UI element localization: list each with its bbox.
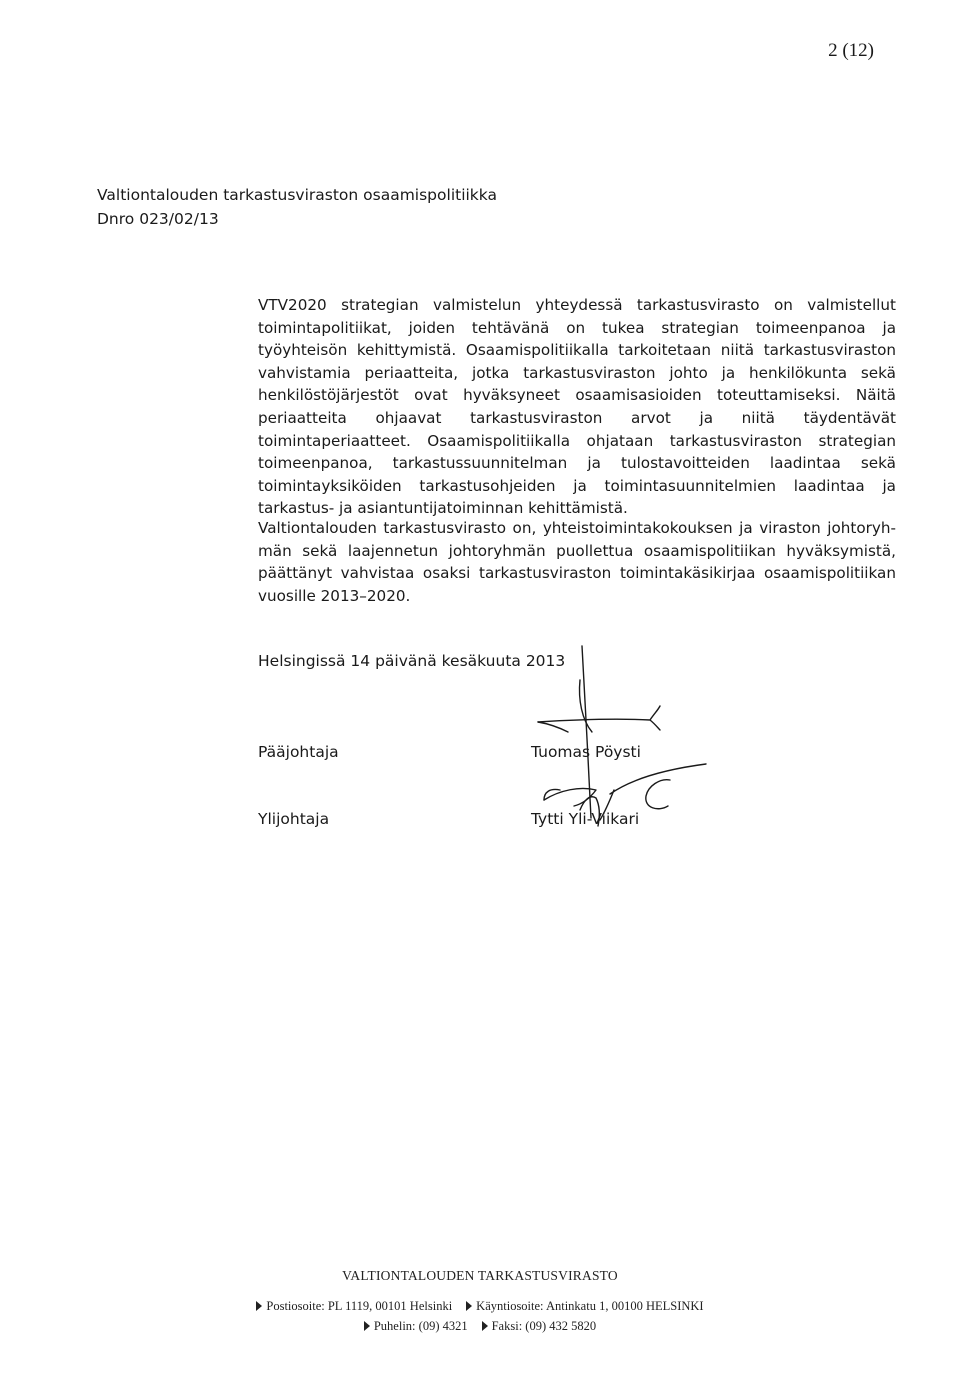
signatory-row [258, 810, 639, 828]
footer-visiting: Käyntiosoite: Antinkatu 1, 00100 HELSINKI [476, 1299, 704, 1313]
document-title: Valtiontalouden tarkastusviraston osaamispolitiikka [97, 186, 497, 204]
footer-contact-line [0, 1319, 960, 1334]
bullet-arrow-icon [466, 1301, 472, 1311]
signatory-role: Ylijohtaja [258, 810, 330, 828]
bullet-arrow-icon [256, 1301, 262, 1311]
footer-postal: Postiosoite: PL 1119, 00101 Helsinki [266, 1299, 453, 1313]
signatory-role: Pääjohtaja [258, 743, 339, 761]
place-and-date: Helsingissä 14 päivänä kesäkuuta 2013 [258, 652, 566, 670]
bullet-arrow-icon [364, 1321, 370, 1331]
signatory-name: Tytti Yli-Viikari [531, 810, 640, 828]
footer-phone: Puhelin: (09) 4321 [373, 1319, 468, 1333]
body-paragraph: VTV2020 strategian valmistelun yhteydessä tarkastusvirasto on valmistellut toimintapolitiikat, joiden tehtävänä on tukea strategian toimeenpanoa ja työyhteisön kehittymistä. Osaamispolitiikalla tarkoitetaan niitä tarkastusviraston vahvistamia periaatteita, jotka tarkastusviraston johto ja henkilökunta sekä henkilöstöjärjestöt ovat hyväksyneet osaamisasioiden toteuttamiseksi. Näitä periaatteita ohjaavat tarkastusviraston arvot ja niitä täydentävät toimintaperiaatteet. Osaamispolitiikalla ohjataan tarkastusviraston strategian toimeenpanoa, tarkastussuunnitelman ja tulostavoitteiden laadintaa sekä toimintayksiköiden tarkastusohjeiden ja toimintasuunnitelmien laadintaa ja tarkastus- ja asiantuntijatoiminnan kehittämistä. [258, 296, 896, 518]
signatory-name: Tuomas Pöysti [531, 743, 641, 761]
document-number: Dnro 023/02/13 [97, 210, 219, 228]
bullet-arrow-icon [482, 1321, 488, 1331]
body-paragraph: Valtiontalouden tarkastusvirasto on, yhteistoimintakokouksen ja viraston johtoryhmän sekä laajennetun johtoryhmän puollettua osaamispolitiikan hyväksymistä, päättänyt vahvistaa osaksi tarkastusviraston toimintakäsikirjaa osaamispolitiikan vuosille 2013–2020. [258, 519, 896, 605]
footer-address-line [0, 1299, 960, 1314]
footer-fax: Faksi: (09) 432 5820 [491, 1319, 597, 1333]
footer-organization: VALTIONTALOUDEN TARKASTUSVIRASTO [342, 1268, 618, 1283]
document-header [97, 183, 497, 231]
signatory-row [258, 743, 641, 761]
page-number: 2 (12) [828, 40, 874, 61]
